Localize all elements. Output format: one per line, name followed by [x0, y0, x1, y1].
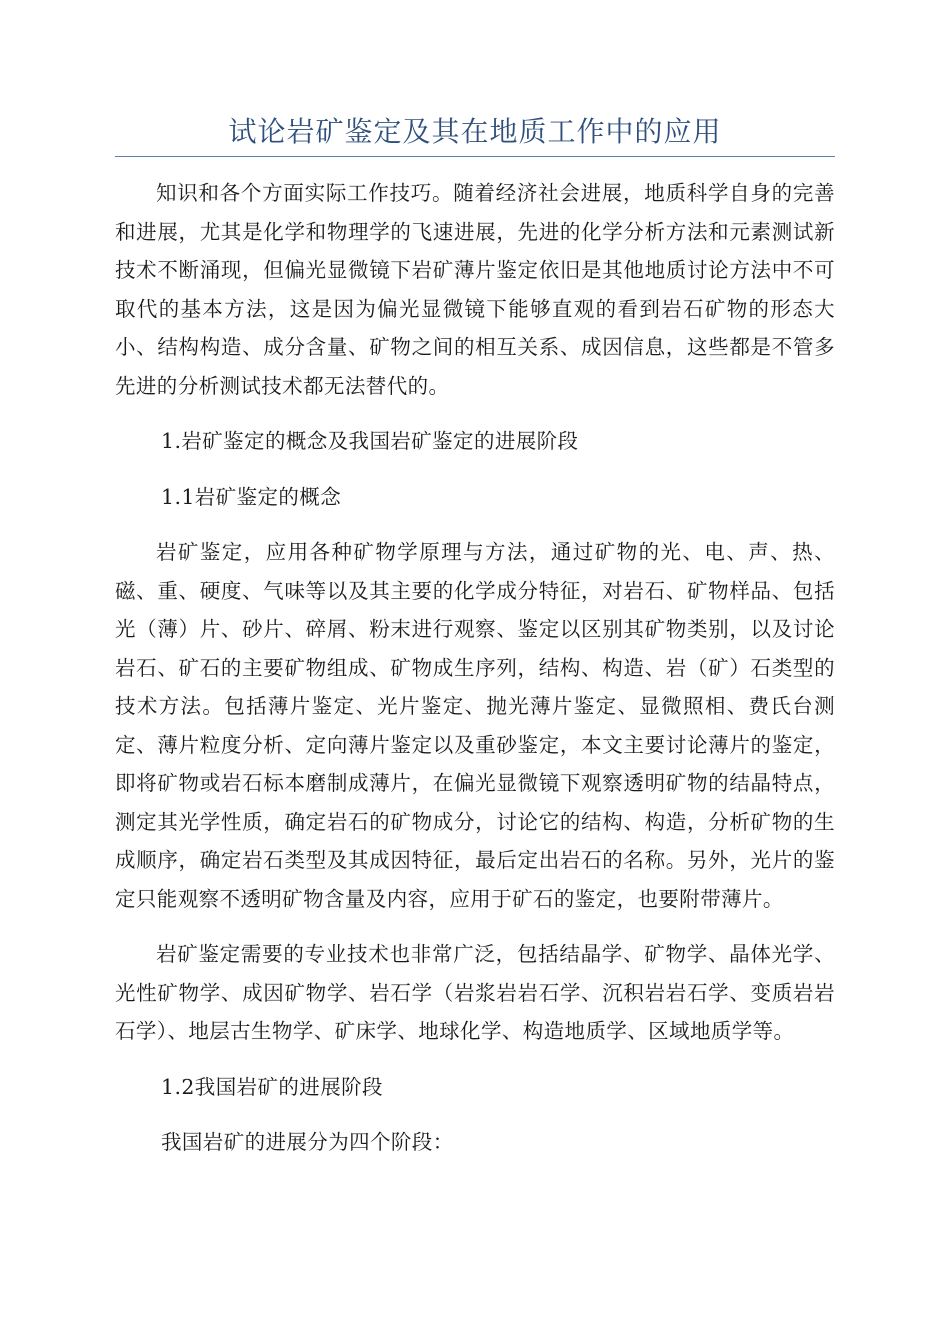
body-paragraph-intro: 知识和各个方面实际工作技巧。随着经济社会进展，地质科学自身的完善和进展，尤其是化学和物理学的飞速进展，先进的化学分析方法和元素测试新技术不断涌现，但偏光显微镜下岩矿薄片鉴定依旧是其他地质讨论方法中不可取代的基本方法，这是因为偏光显微镜下能够直观的看到岩石矿物的形态大小、结构构造、成分含量、矿物之间的相互关系、成因信息，这些都是不管多先进的分析测试技术都无法替代的。 — [115, 181, 835, 398]
section-heading-1: 1.岩矿鉴定的概念及我国岩矿鉴定的进展阶段 — [161, 429, 579, 453]
document-body — [115, 174, 835, 1179]
body-paragraph-stages: 我国岩矿的进展分为四个阶段： — [161, 1130, 454, 1154]
document-title: 试论岩矿鉴定及其在地质工作中的应用 — [228, 115, 722, 148]
section-heading-1-1: 1.1岩矿鉴定的概念 — [161, 484, 342, 509]
section-heading-1-2: 1.2我国岩矿的进展阶段 — [161, 1074, 383, 1099]
body-paragraph-definition: 岩矿鉴定，应用各种矿物学原理与方法，通过矿物的光、电、声、热、磁、重、硬度、气味等以及其主要的化学成分特征，对岩石、矿物样品、包括光（薄）片、砂片、碎屑、粉末进行观察、鉴定以区别其矿物类别，以及讨论岩石、矿石的主要矿物组成、矿物成生序列，结构、构造、岩（矿）石类型的技术方法。包括薄片鉴定、光片鉴定、抛光薄片鉴定、显微照相、费氏台测定、薄片粒度分析、定向薄片鉴定以及重砂鉴定，本文主要讨论薄片的鉴定，即将矿物或岩石标本磨制成薄片，在偏光显微镜下观察透明矿物的结晶特点，测定其光学性质，确定岩石的矿物成分，讨论它的结构、构造，分析矿物的生成顺序，确定岩石类型及其成因特征，最后定出岩石的名称。另外，光片的鉴定只能观察不透明矿物含量及内容，应用于矿石的鉴定，也要附带薄片。 — [115, 540, 835, 911]
title-underline — [115, 156, 835, 157]
body-paragraph-disciplines: 岩矿鉴定需要的专业技术也非常广泛，包括结晶学、矿物学、晶体光学、光性矿物学、成因矿物学、岩石学（岩浆岩岩石学、沉积岩岩石学、变质岩岩石学）、地层古生物学、矿床学、地球化学、构造地质学、区域地质学等。 — [115, 942, 835, 1043]
